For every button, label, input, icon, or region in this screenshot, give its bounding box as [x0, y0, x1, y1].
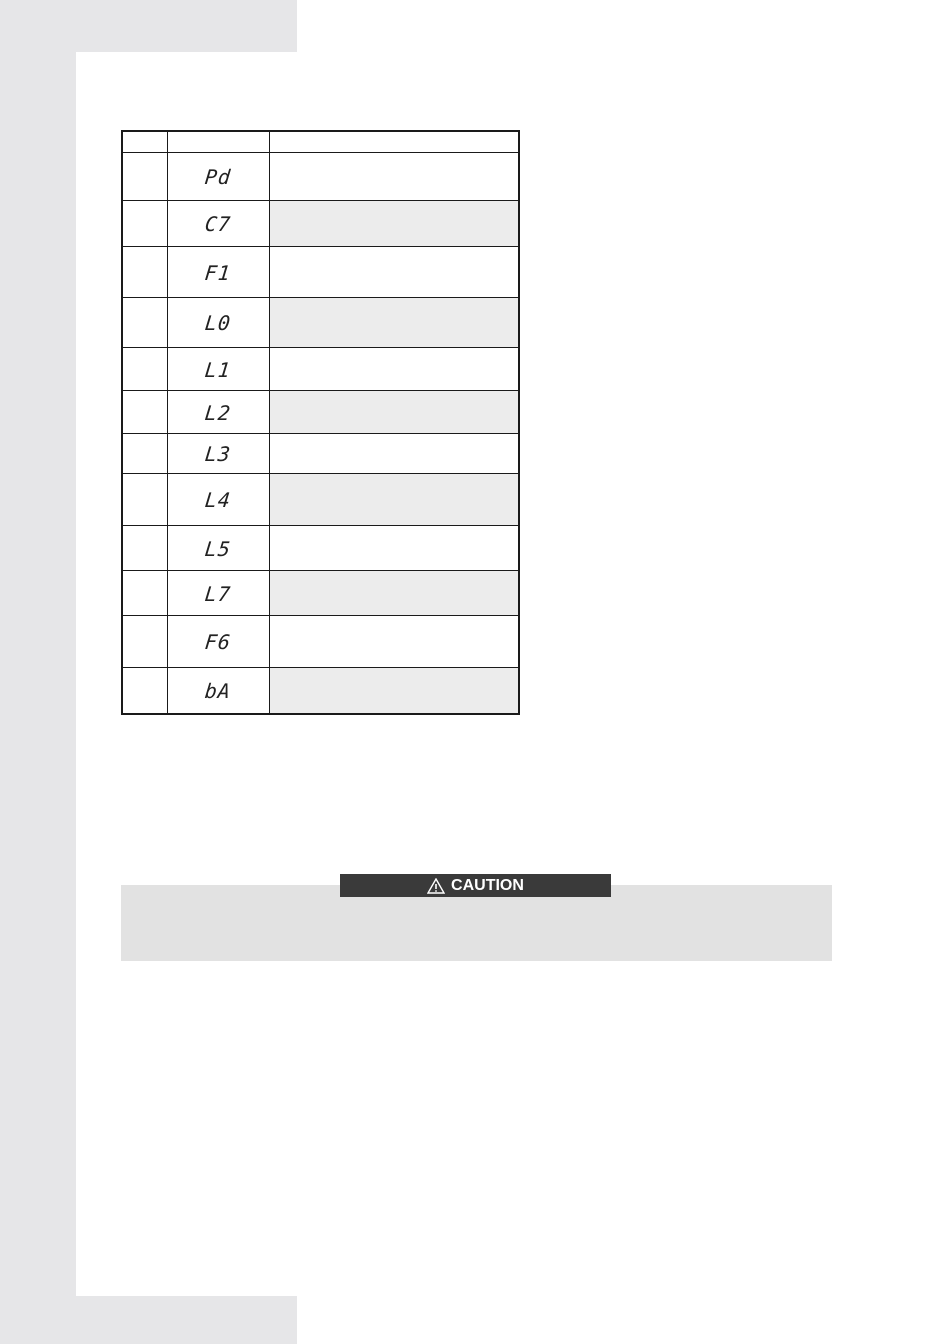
table-row [122, 668, 519, 714]
row-number-cell [122, 153, 167, 201]
row-number-cell [122, 247, 167, 298]
error-code-cell: C7 [165, 201, 272, 247]
row-number-cell [122, 474, 167, 526]
description-cell [269, 474, 519, 526]
description-cell [269, 348, 519, 391]
caution-label: CAUTION [451, 876, 524, 894]
header-cell-no [122, 131, 167, 153]
row-number-cell [122, 668, 167, 714]
description-cell [269, 298, 519, 348]
header-cell-description [269, 131, 519, 153]
table-row [122, 247, 519, 298]
error-code-cell: L1 [165, 348, 272, 391]
error-code-cell: L3 [165, 434, 271, 474]
error-code-cell: bA [165, 668, 272, 714]
error-code-cell: L0 [164, 298, 271, 348]
table-row [122, 616, 519, 668]
error-code-table [121, 130, 520, 715]
table-row [122, 434, 519, 474]
row-number-cell [122, 434, 167, 474]
page-frame-bottom [0, 1296, 297, 1344]
description-cell [269, 616, 519, 668]
table-row [122, 526, 519, 571]
error-code-cell: L7 [165, 571, 272, 616]
description-cell [269, 668, 519, 714]
error-code-cell: L5 [165, 526, 272, 571]
error-code-cell: F1 [164, 247, 271, 298]
page-frame-left [0, 0, 76, 1344]
error-code-cell: Pd [164, 153, 271, 201]
row-number-cell [122, 571, 167, 616]
table-row [122, 474, 519, 526]
description-cell [269, 526, 519, 571]
description-cell [269, 247, 519, 298]
row-number-cell [122, 298, 167, 348]
page-frame-top [0, 0, 297, 52]
table-body [122, 153, 519, 714]
table-header-row [122, 131, 519, 153]
error-code-cell: F6 [164, 616, 271, 668]
caution-banner [340, 874, 611, 897]
table-row [122, 298, 519, 348]
row-number-cell [122, 201, 167, 247]
header-cell-code [167, 131, 269, 153]
error-code-cell: L4 [164, 474, 271, 526]
row-number-cell [122, 348, 167, 391]
description-cell [269, 153, 519, 201]
row-number-cell [122, 526, 167, 571]
description-cell [269, 571, 519, 616]
table-row [122, 391, 519, 434]
description-cell [269, 391, 519, 434]
error-code-cell: L2 [165, 391, 272, 434]
warning-triangle-icon [427, 878, 445, 894]
table-row [122, 153, 519, 201]
description-cell [269, 201, 519, 247]
table-row [122, 348, 519, 391]
row-number-cell [122, 391, 167, 434]
table-row [122, 201, 519, 247]
row-number-cell [122, 616, 167, 668]
description-cell [269, 434, 519, 474]
table-row [122, 571, 519, 616]
